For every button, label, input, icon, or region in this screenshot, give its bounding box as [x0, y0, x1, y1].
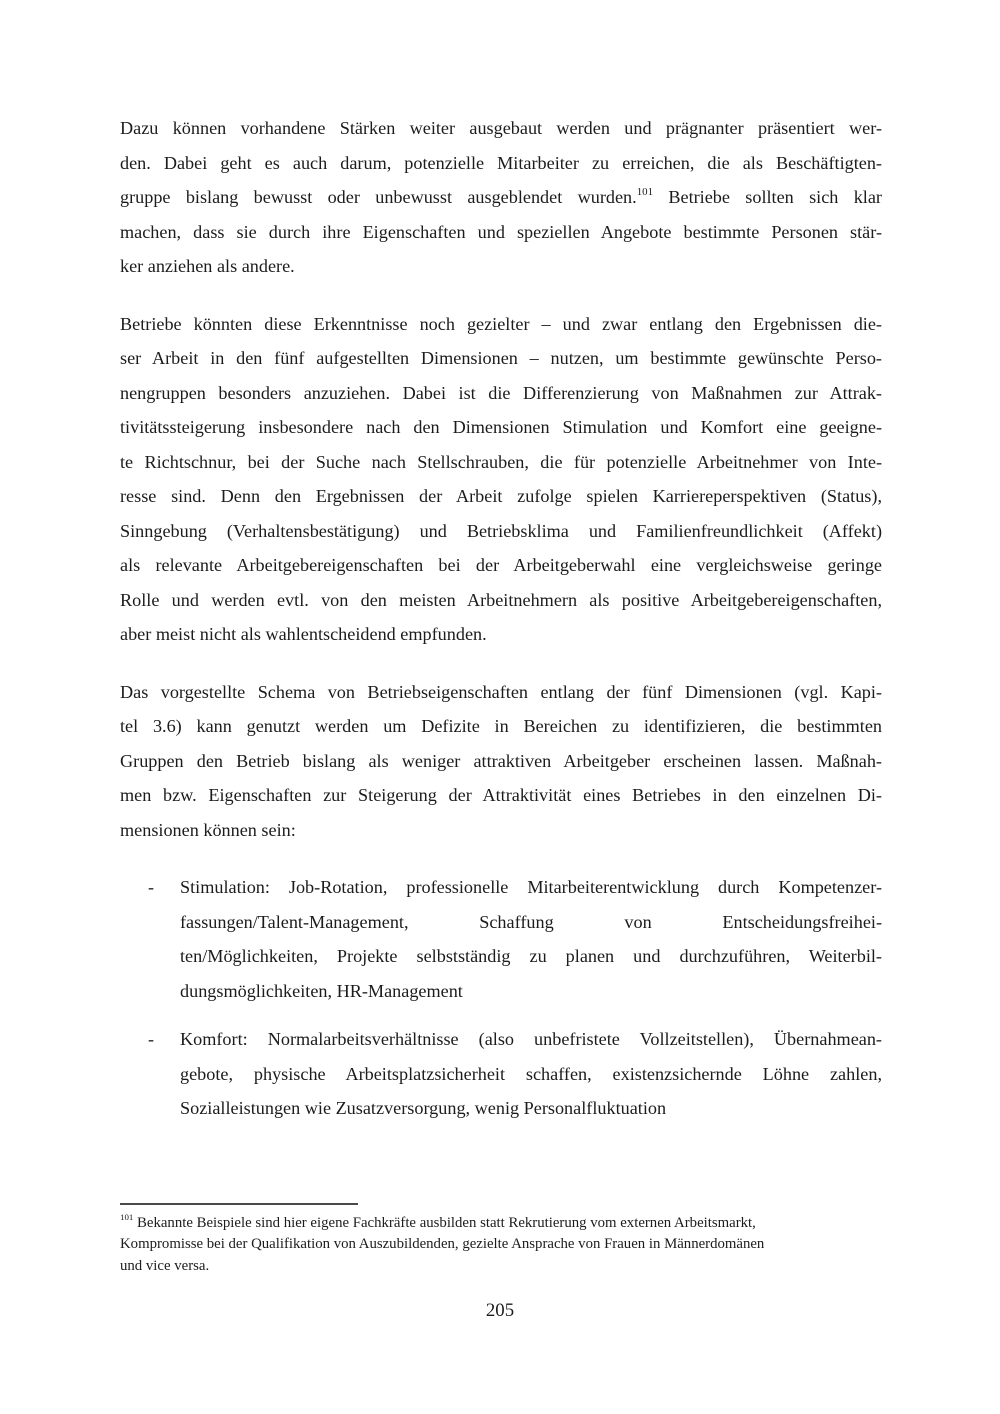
- text-line: ser Arbeit in den fünf aufgestellten Dimensionen – nutzen, um bestimmte gewünschte Perso-: [120, 348, 882, 368]
- text-line: Dazu können vorhandene Stärken weiter ausgebaut werden und prägnanter präsentiert wer-: [120, 118, 882, 138]
- text-line: Stimulation: Job-Rotation, professionelle Mitarbeiterentwicklung durch Kompetenzer-: [180, 877, 882, 897]
- text-line: aber meist nicht als wahlentscheidend empfunden.: [120, 624, 487, 644]
- text-line: Gruppen den Betrieb bislang als weniger attraktiven Arbeitgeber erscheinen lassen. Maßnah-: [120, 750, 882, 771]
- bullet-text: [180, 870, 882, 1008]
- text-line: mensionen können sein:: [120, 819, 296, 840]
- text-line: Komfort: Normalarbeitsverhältnisse (also unbefristete Vollzeitstellen), Übernahmean-: [180, 1029, 882, 1049]
- text-line: gruppe bislang bewusst oder unbewusst ausgeblendet wurden.$^{101}$ Betriebe sollten sich klar: [120, 185, 882, 207]
- paragraph-3: [120, 675, 882, 848]
- text-line: nengruppen besonders anzuziehen. Dabei ist die Differenzierung von Maßnahmen zur Attrak-: [120, 382, 882, 403]
- text-line: als relevante Arbeitgebereigenschaften bei der Arbeitgeberwahl eine vergleichsweise geringe: [120, 555, 882, 575]
- footnote-area: [120, 1203, 882, 1277]
- footnote-separator-rule: [120, 1203, 358, 1205]
- bullet-item-komfort: [120, 1022, 882, 1126]
- footnote-reference: 101: [636, 185, 654, 198]
- paragraph-1: [120, 111, 882, 284]
- text-line: Sozialleistungen wie Zusatzversorgung, wenig Personalfluktuation: [180, 1098, 667, 1118]
- text-line: Rolle und werden evtl. von den meisten Arbeitnehmern als positive Arbeitgebereigenschaften,: [120, 589, 882, 610]
- text-line: men bzw. Eigenschaften zur Steigerung der Attraktivität eines Betriebes in den einzelnen Di-: [120, 785, 882, 805]
- footnote-reference: 101: [120, 1212, 134, 1223]
- text-line: Sinngebung (Verhaltensbestätigung) und Betriebsklima und Familienfreundlichkeit (Affekt): [120, 520, 882, 541]
- bullet-text: [180, 1022, 882, 1126]
- footnote-101: [120, 1213, 882, 1277]
- text-line: Betriebe könnten diese Erkenntnisse noch gezielter – und zwar entlang den Ergebnissen die-: [120, 313, 882, 334]
- text-line: Das vorgestellte Schema von Betriebseigenschaften entlang der fünf Dimensionen (vgl. Kapi-: [120, 681, 882, 702]
- text-line: machen, dass sie durch ihre Eigenschaften und speziellen Angebote bestimmte Personen stär-: [120, 221, 882, 242]
- paragraph-2: [120, 307, 882, 652]
- text-line: dungsmöglichkeiten, HR-Management: [180, 980, 463, 1001]
- text-line: Kompromisse bei der Qualifikation von Auszubildenden, gezielte Ansprache von Frauen in Männerdomänen: [120, 1236, 765, 1253]
- text-line: ten/Möglichkeiten, Projekte selbstständig zu planen und durchzuführen, Weiterbil-: [180, 946, 882, 966]
- bullet-item-stimulation: [120, 870, 882, 1008]
- page-content: [120, 111, 882, 1140]
- bullet-marker: -: [148, 877, 155, 897]
- text-line: resse sind. Denn den Ergebnissen der Arbeit zufolge spielen Karriereperspektiven (Status),: [120, 486, 882, 506]
- text-line: tivitätssteigerung insbesondere nach den Dimensionen Stimulation und Komfort eine geeigne-: [120, 417, 882, 437]
- text-line: den. Dabei geht es auch darum, potenzielle Mitarbeiter zu erreichen, die als Beschäftigten-: [120, 152, 882, 173]
- text-line: gebote, physische Arbeitsplatzsicherheit schaffen, existenzsichernde Löhne zahlen,: [180, 1063, 882, 1084]
- text-line: te Richtschnur, bei der Suche nach Stellschrauben, die für potenzielle Arbeitnehmer von Inte-: [120, 451, 882, 472]
- text-line: ker anziehen als andere.: [120, 256, 295, 276]
- text-line: $^{101}$ Bekannte Beispiele sind hier eigene Fachkräfte ausbilden statt Rekrutierung vom externen Arbeitsmarkt,: [120, 1212, 756, 1231]
- page-number: 205: [485, 1300, 515, 1321]
- bullet-marker: -: [148, 1029, 155, 1049]
- text-line: tel 3.6) kann genutzt werden um Defizite in Bereichen zu identifizieren, die bestimmten: [120, 716, 882, 736]
- text-line: und vice versa.: [120, 1257, 210, 1274]
- text-line: fassungen/Talent-Management, Schaffung von Entscheidungsfreihei-: [180, 911, 882, 932]
